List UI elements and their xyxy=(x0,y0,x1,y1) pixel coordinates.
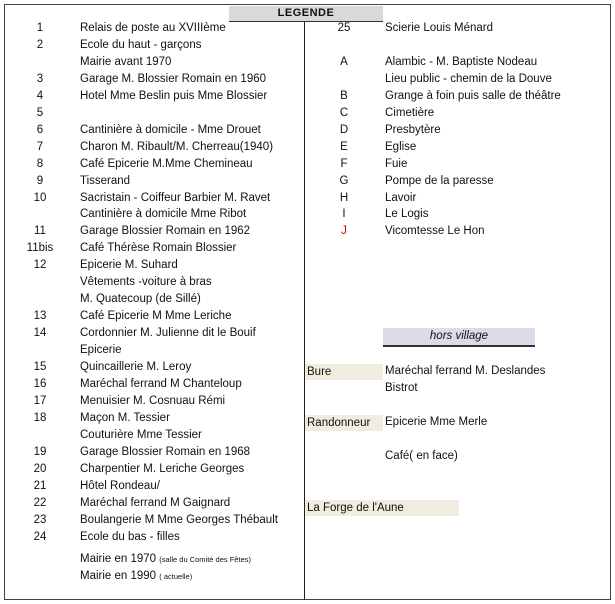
legend-item-number: 10 xyxy=(33,191,47,204)
legend-item-number: 4 xyxy=(36,89,44,102)
legend-item-number: 1 xyxy=(36,22,44,34)
legend-item-label: Epicerie xyxy=(80,344,122,357)
hors-village-label: Maréchal ferrand M. Deslandes xyxy=(385,365,546,377)
legend-item-number: 5 xyxy=(36,106,44,119)
legend-item-label: Hôtel Rondeau/ xyxy=(80,479,160,492)
legend-item-number: 6 xyxy=(36,123,44,136)
legend-item-number: 14 xyxy=(33,327,47,340)
legend-item-label: Relais de poste au XVIIIème xyxy=(80,22,226,34)
legend-item-number: 23 xyxy=(33,513,47,526)
legend-item-label: Grange à foin puis salle de théâtre xyxy=(385,89,561,102)
legend-item-label: Maçon M. Tessier xyxy=(80,411,170,424)
legend-item-label: Charpentier M. Leriche Georges xyxy=(80,462,245,475)
hors-village-place: Randonneur xyxy=(305,415,383,431)
legend-item-label: Café Thérèse Romain Blossier xyxy=(80,242,237,255)
legend-item-label: Vêtements -voiture à bras xyxy=(80,276,212,289)
legend-item-label: Mairie avant 1970 xyxy=(80,55,172,68)
legend-item-number: E xyxy=(340,140,348,153)
legend-item-number: 2 xyxy=(36,38,44,51)
legend-item-label: Garage Blossier Romain en 1962 xyxy=(80,225,251,238)
hors-village-place: Bure xyxy=(305,364,383,380)
legend-item-number: 21 xyxy=(33,479,47,492)
legend-item-label: Scierie Louis Ménard xyxy=(385,22,494,34)
legend-item-number: 9 xyxy=(36,174,44,187)
legend-item-number: D xyxy=(339,123,349,136)
legend-item-label: Menuisier M. Cosnuau Rémi xyxy=(80,394,226,407)
legend-item-label: Cantinière à domicile - Mme Drouet xyxy=(80,123,261,136)
legend-item-number: 13 xyxy=(33,310,47,323)
hors-village-label: Bistrot xyxy=(385,382,418,394)
legend-item-label: Ecole du haut - garçons xyxy=(80,38,202,51)
legend-item-label: Garage Blossier Romain en 1968 xyxy=(80,445,251,458)
legend-item-label: M. Quatecoup (de Sillé) xyxy=(80,293,201,306)
legend-item-number: 7 xyxy=(36,140,44,153)
legend-item-mairie-1990 xyxy=(80,570,192,582)
legend-item-number: 16 xyxy=(33,377,47,390)
hors-village-label: Epicerie Mme Merle xyxy=(385,416,488,428)
legend-item-number: 15 xyxy=(33,361,47,373)
legend-item-number: H xyxy=(339,191,349,204)
legend-item-number: I xyxy=(342,208,346,221)
legend-item-label: Lavoir xyxy=(385,191,417,204)
legend-item-number: 8 xyxy=(36,157,44,170)
legend-item-label: Quincaillerie M. Leroy xyxy=(80,361,192,373)
legend-item-label: Presbytère xyxy=(385,123,441,136)
mairie-1990-note: ( actuelle) xyxy=(159,572,193,581)
legend-item-label: Le Logis xyxy=(385,208,429,221)
legend-item-number: J xyxy=(341,225,347,238)
legend-item-label: Tisserand xyxy=(80,174,131,187)
legend-item-number: 18 xyxy=(33,411,47,424)
legend-item-number: 25 xyxy=(337,22,351,34)
legend-item-number: 22 xyxy=(33,496,47,509)
legend-item-label: Alambic - M. Baptiste Nodeau xyxy=(385,55,538,68)
legend-item-label: Hotel Mme Beslin puis Mme Blossier xyxy=(80,89,268,102)
legend-item-label: Cimetière xyxy=(385,106,435,119)
mairie-1990-label: Mairie en 1990 xyxy=(80,570,160,582)
legend-item-mairie-1970 xyxy=(80,553,251,565)
legend-item-label: Lieu public - chemin de la Douve xyxy=(385,72,552,85)
hors-village-place: La Forge de l'Aune xyxy=(305,500,459,516)
legend-item-label: Cordonnier M. Julienne dit le Bouif xyxy=(80,327,256,340)
legend-item-label: Charon M. Ribault/M. Cherreau(1940) xyxy=(80,140,274,153)
legend-item-number: 11 xyxy=(34,225,46,238)
legend-item-label: Fuie xyxy=(385,157,408,170)
legend-item-number: 12 xyxy=(33,259,47,272)
legend-item-label: Vicomtesse Le Hon xyxy=(385,225,485,238)
legend-item-number: C xyxy=(339,106,349,119)
legend-item-number: 3 xyxy=(36,72,44,85)
legend-item-number: 19 xyxy=(33,445,47,458)
legend-item-label: Maréchal ferrand M Gaignard xyxy=(80,496,231,509)
hors-village-label: Café( en face) xyxy=(385,450,458,462)
legend-item-label: Ecole du bas - filles xyxy=(80,530,180,543)
legend-item-label: Boulangerie M Mme Georges Thébault xyxy=(80,513,278,526)
mairie-1970-label: Mairie en 1970 xyxy=(80,553,160,565)
legend-item-label: Epicerie M. Suhard xyxy=(80,259,178,272)
legend-item-number: F xyxy=(340,157,348,170)
legend-item-number: 17 xyxy=(33,394,47,407)
legend-item-number: 20 xyxy=(33,462,47,475)
legend-item-number: G xyxy=(339,174,349,187)
legend-item-label: Garage M. Blossier Romain en 1960 xyxy=(80,72,267,85)
legend-title: LEGENDE xyxy=(229,6,383,22)
legend-item-label: Maréchal ferrand M Chanteloup xyxy=(80,377,242,390)
legend-item-label: Eglise xyxy=(385,140,417,153)
legend-item-label: Café Epicerie M Mme Leriche xyxy=(80,310,232,323)
mairie-1970-note: (salle du Comité des Fêtes) xyxy=(159,555,251,564)
legend-item-number: 11bis xyxy=(26,242,54,255)
legend-item-number: 24 xyxy=(33,530,47,543)
hors-village-header: hors village xyxy=(383,328,535,347)
legend-item-label: Café Epicerie M.Mme Chemineau xyxy=(80,157,253,170)
legend-item-label: Pompe de la paresse xyxy=(385,174,494,187)
legend-item-label: Sacristain - Coiffeur Barbier M. Ravet xyxy=(80,191,271,204)
legend-item-label: Couturière Mme Tessier xyxy=(80,428,202,441)
legend-item-number: A xyxy=(340,55,348,68)
legend-item-number: B xyxy=(340,89,348,102)
legend-item-label: Cantinière à domicile Mme Ribot xyxy=(80,208,247,221)
